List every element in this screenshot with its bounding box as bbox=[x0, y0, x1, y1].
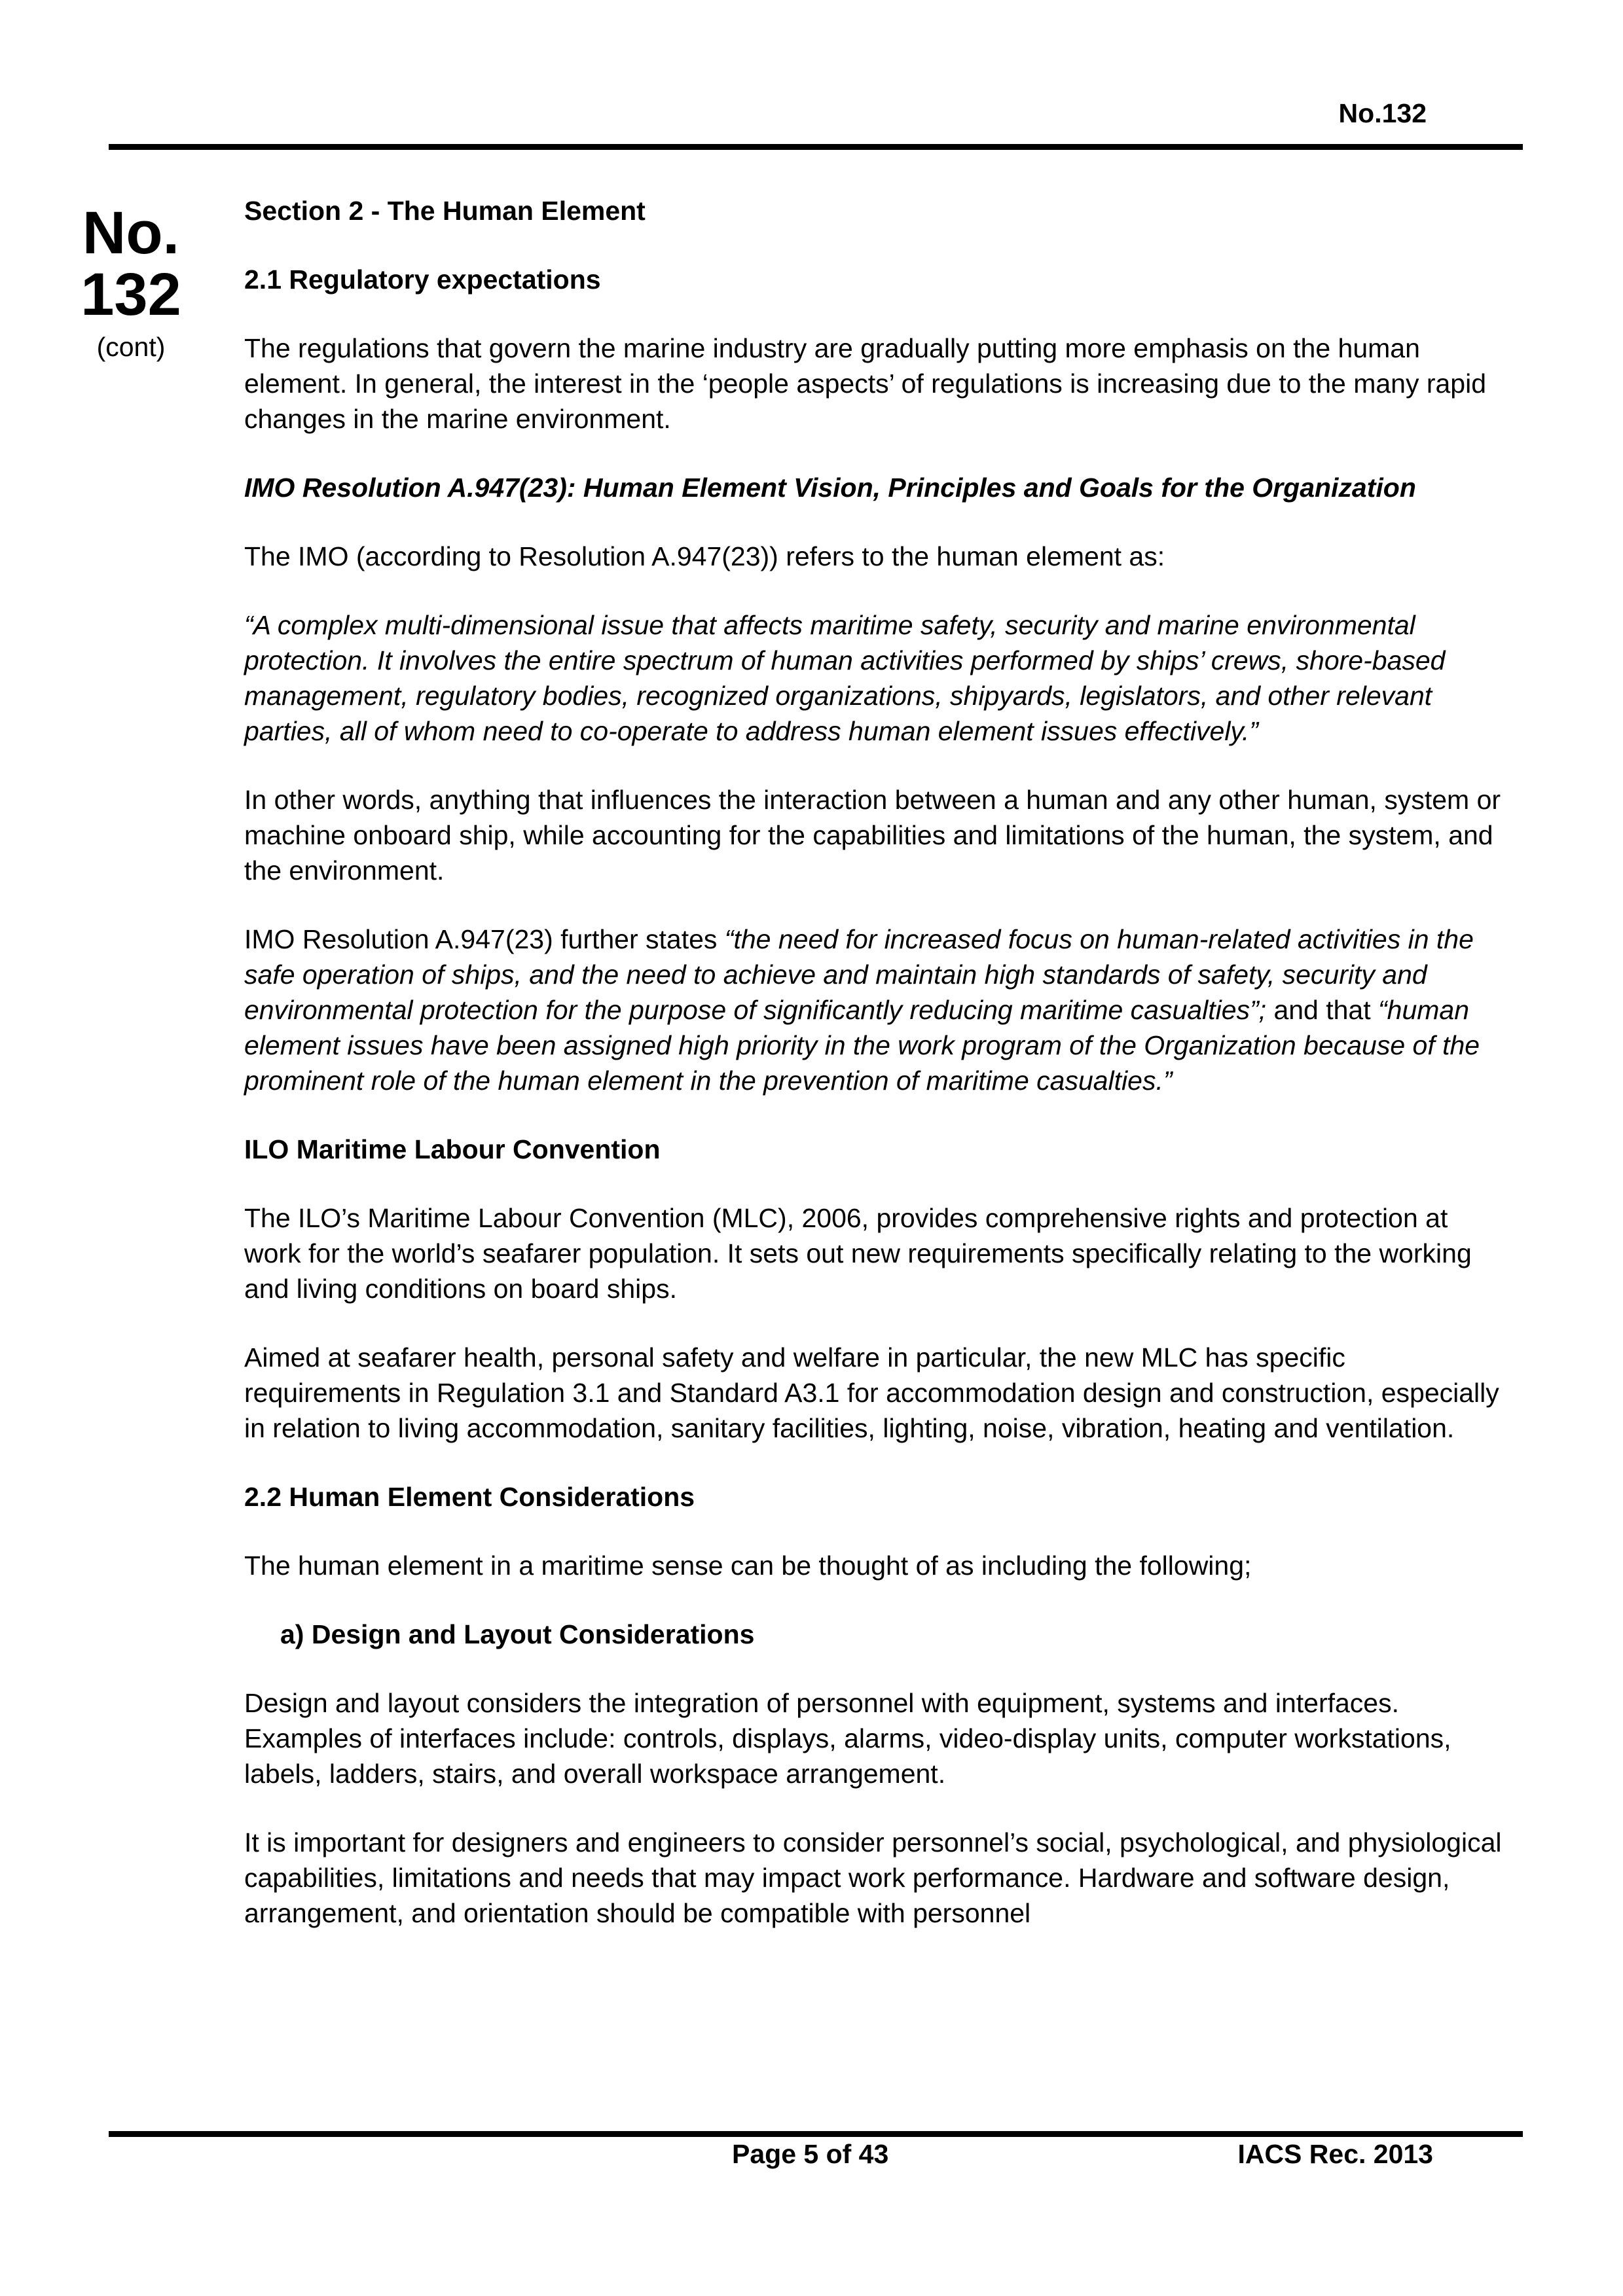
paragraph-mixed bbox=[244, 922, 1504, 1098]
paragraph: Aimed at seafarer health, personal safety and welfare in particular, the new MLC has specific requirements in Regulation 3.1 and Standard A3.1 for accommodation design and construction, especially in relation to living accommodation, sanitary facilities, lighting, noise, vibration, heating and ventilation. bbox=[244, 1342, 1499, 1443]
text-run: IMO Resolution A.947(23) further states bbox=[244, 924, 725, 954]
paragraph: The regulations that govern the marine industry are gradually putting more emphasis on the human element. In general, the interest in the ‘people aspects’ of regulations is increasing due to the many rapid changes in the marine environment. bbox=[244, 333, 1487, 434]
section-2-1-title: 2.1 Regulatory expectations bbox=[244, 264, 601, 295]
section-title: Section 2 - The Human Element bbox=[244, 196, 646, 226]
ilo-heading: ILO Maritime Labour Convention bbox=[244, 1134, 661, 1164]
imo-quote: “A complex multi-dimensional issue that affects maritime safety, security and marine environmental protection. It involves the entire spectrum of human activities performed by ships’ crews, shore-based management, regulatory bodies, recognized organizations, shipyards, legislators, and other relevant parties, all of whom need to co-operate to address human element issues effectively.” bbox=[244, 610, 1446, 746]
paragraph: The ILO’s Maritime Labour Convention (MLC), 2006, provides comprehensive rights and protection at work for the world’s seafarer population. It sets out new requirements specifically relating to the working and living conditions on board ships. bbox=[244, 1203, 1472, 1304]
margin-cont: (cont) bbox=[96, 331, 166, 362]
quote-run: “human element issues have been assigned high priority in the work program of the Organization because of the prominent role of the human element in the prevention of maritime casualties.” bbox=[244, 995, 1480, 1096]
page-number: Page 5 of 43 bbox=[732, 2139, 889, 2169]
paragraph: It is important for designers and engineers to consider personnel’s social, psychological, and physiological capabilities, limitations and needs that may impact work performance. Hardware and software design, arrangement, and orientation should be compatible with personnel bbox=[244, 1827, 1502, 1928]
subsection-a-title: a) Design and Layout Considerations bbox=[280, 1619, 755, 1649]
margin-label bbox=[79, 200, 183, 363]
paragraph: The IMO (according to Resolution A.947(23)) refers to the human element as: bbox=[244, 541, 1165, 571]
paragraph: In other words, anything that influences the interaction between a human and any other human, system or machine onboard ship, while accounting for the capabilities and limitations of the human, the system, and the environment. bbox=[244, 785, 1501, 886]
footer-rule bbox=[109, 2131, 1523, 2137]
margin-number: 132 bbox=[81, 261, 181, 328]
imo-resolution-heading: IMO Resolution A.947(23): Human Element Vision, Principles and Goals for the Organization bbox=[244, 473, 1416, 503]
paragraph: Design and layout considers the integration of personnel with equipment, systems and interfaces. Examples of interfaces include: controls, displays, alarms, video-display units, computer workstations, labels, ladders, stairs, and overall workspace arrangement. bbox=[244, 1688, 1451, 1789]
margin-no: No. bbox=[82, 200, 180, 266]
text-run: and that bbox=[1266, 995, 1379, 1025]
quote-run: “the need for increased focus on human-related activities in the safe operation of ships, and the need to achieve and maintain high standards of safety, security and environmental protection for the purpose of significantly reducing maritime casualties”; bbox=[244, 924, 1474, 1025]
document-number: No.132 bbox=[1338, 98, 1427, 128]
section-2-2-title: 2.2 Human Element Considerations bbox=[244, 1482, 695, 1512]
footer-reference: IACS Rec. 2013 bbox=[1237, 2139, 1433, 2169]
header-rule bbox=[109, 144, 1523, 150]
paragraph: The human element in a maritime sense can be thought of as including the following; bbox=[244, 1551, 1252, 1581]
document-body bbox=[244, 193, 1504, 1964]
